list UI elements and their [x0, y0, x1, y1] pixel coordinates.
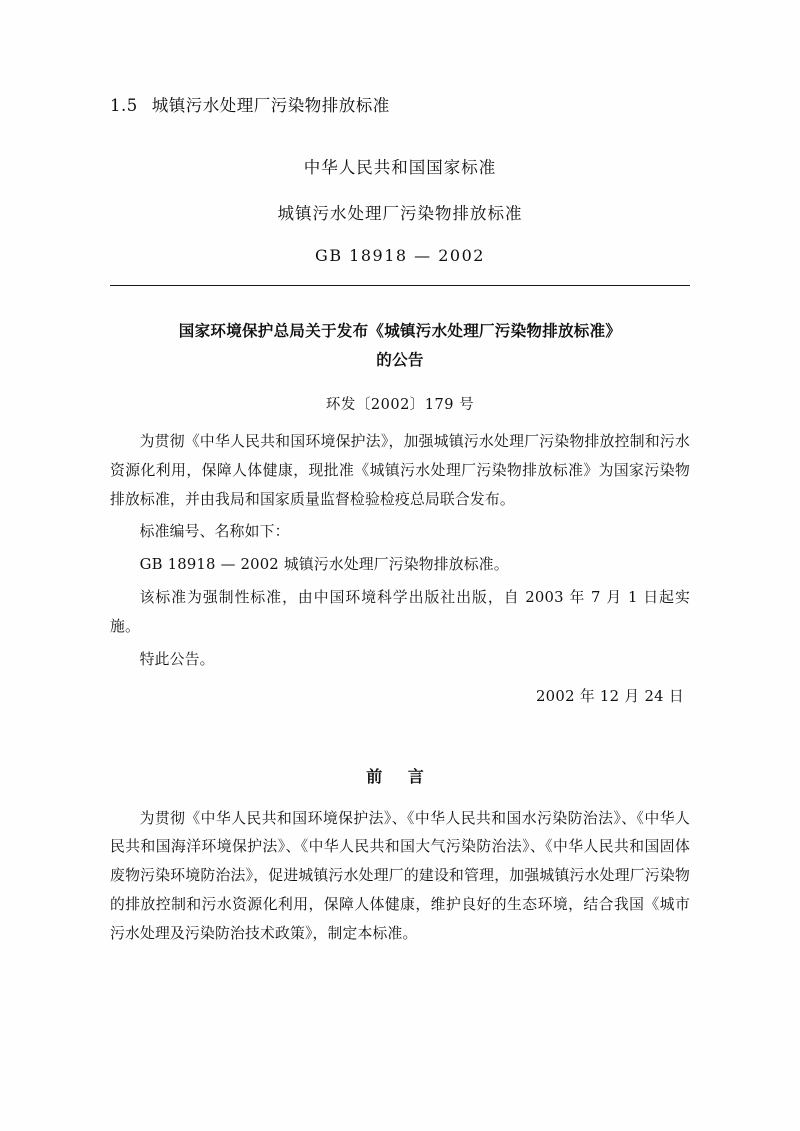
announcement-paragraph: 特此公告。	[139, 650, 215, 668]
announcement-doc-number: 环发〔2002〕179 号	[325, 396, 475, 413]
standard-name: 城镇污水处理厂污染物排放标准	[277, 204, 523, 223]
national-standard-label: 中华人民共和国国家标准	[303, 158, 497, 177]
horizontal-divider	[110, 285, 690, 286]
standard-code: GB 18918 — 2002	[315, 246, 485, 265]
section-heading	[110, 92, 690, 116]
preface-title: 前 言	[366, 766, 434, 786]
page-content	[110, 92, 690, 953]
announcement-title	[110, 316, 690, 375]
announcement-paragraph: 标准编号、名称如下：	[139, 523, 290, 541]
announcement-date: 2002 年 12 月 24 日	[535, 687, 684, 705]
announcement-paragraph: 为贯彻《中华人民共和国环境保护法》，加强城镇污水处理厂污染物排放控制和污水资源化利用，保障人体健康，现批准《城镇污水处理厂污染物排放标准》为国家污染物排放标准，并由我局和国家质量监督检验检疫总局联合发布。	[110, 432, 690, 508]
preface-paragraph: 为贯彻《中华人民共和国环境保护法》、《中华人民共和国水污染防治法》、《中华人民共和国海洋环境保护法》、《中华人民共和国大气污染防治法》、《中华人民共和国固体废物污染环境防治法》，促进城镇污水处理厂的建设和管理，加强城镇污水处理厂污染物的排放控制和污水资源化利用，保障人体健康，维护良好的生态环境，结合我国《城市污水处理及污染防治技术政策》，制定本标准。	[110, 809, 690, 942]
section-number: 1.5	[110, 96, 138, 115]
announcement-title-line2: 的公告	[376, 350, 424, 370]
section-title: 城镇污水处理厂污染物排放标准	[151, 96, 390, 115]
announcement-paragraph: 该标准为强制性标准，由中国环境科学出版社出版，自 2003 年 7 月 1 日起实施。	[110, 589, 690, 635]
announcement-title-line1: 国家环境保护总局关于发布《城镇污水处理厂污染物排放标准》	[178, 321, 622, 340]
standard-title-block	[110, 154, 690, 265]
announcement-paragraph: GB 18918 — 2002 城镇污水处理厂污染物排放标准。	[139, 556, 509, 574]
